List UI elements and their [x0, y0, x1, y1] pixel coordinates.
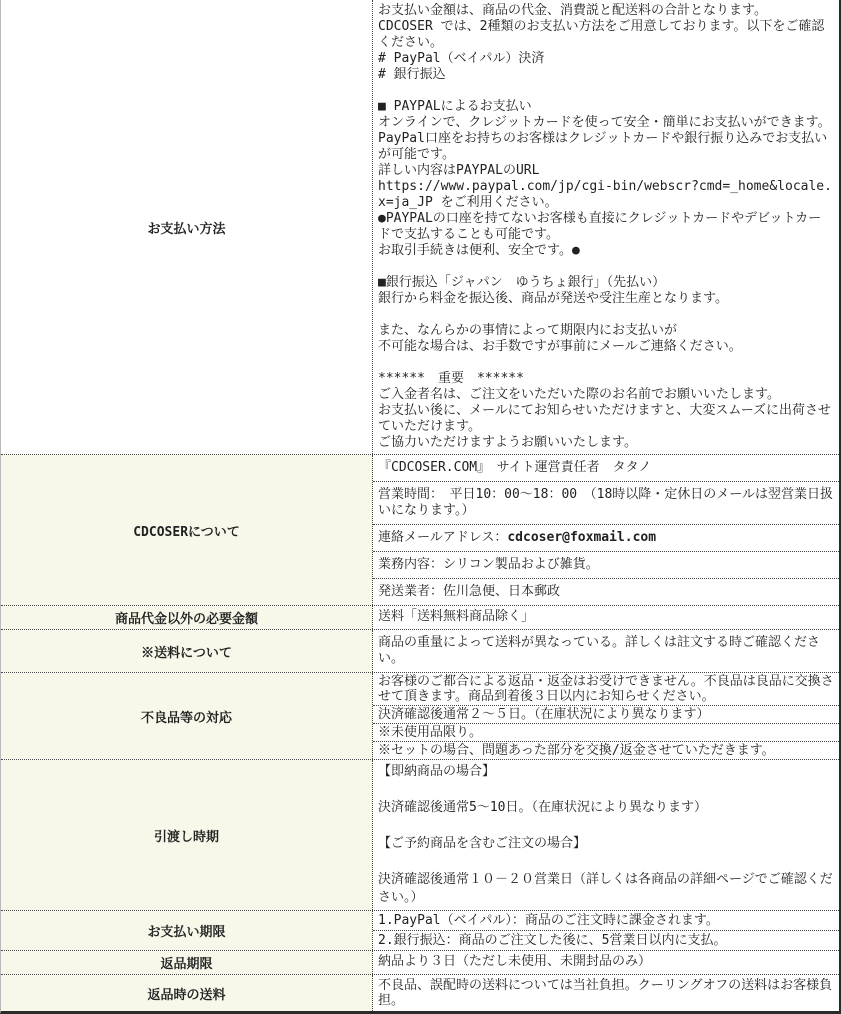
text-line: ●PAYPALの口座を持てないお客様も直接にクレジットカードやデビットカードで支払することも可能です。 [378, 211, 822, 242]
row-header-about-cdcoser: CDCOSERについて [1, 455, 373, 605]
row-return-shipping-cost [1, 974, 839, 1011]
blank-line [378, 817, 834, 835]
in-stock-heading-line: 【即納商品の場合】 [378, 764, 496, 779]
return-deadline-content [373, 951, 839, 974]
row-extra-fees [1, 605, 839, 629]
text-line: お支払い後に、メールにてお知らせいただけますと、大変スムーズに出荷させていただけます。 [378, 403, 832, 434]
text-line: ご協力いただけますようお願いいたします。 [378, 435, 637, 450]
contact-email-address: cdcoser@foxmail.com [507, 530, 657, 545]
row-defective-items [1, 672, 839, 759]
business-hours-cell: 営業時間： 平日10：00～18：00 （18時以降・定休日のメールは翌営業日扱いになります。） [373, 481, 839, 524]
row-header-payment-method: お支払い方法 [1, 0, 373, 454]
blank-line [378, 355, 834, 371]
contact-email-label: 連絡メールアドレス： [378, 530, 508, 545]
contact-email-cell [373, 524, 839, 551]
about-cdcoser-content [373, 455, 839, 605]
row-about-shipping-fee [1, 629, 839, 672]
return-shipping-cost-cell: 不良品、誤配時の送料については当社負担。クーリングオフの送料はお客様負担。 [378, 978, 833, 1008]
set-exchange-cell: ※セットの場合、問題あった部分を交換/返金させていただきます。 [373, 741, 839, 759]
defective-items-content [373, 673, 839, 759]
paypal-url-line: https://www.paypal.com/jp/cgi-bin/webscr?cmd=_home&locale.x=ja_JP をご利用ください。 [378, 179, 832, 210]
text-line: ■銀行振込「ジャパン ゆうちょ銀行」（先払い） [378, 275, 666, 290]
about-shipping-fee-content [373, 630, 839, 672]
business-description-cell: 業務内容：シリコン製品および雑貨。 [373, 551, 839, 578]
text-line: お取引手続きは便利、安全です。● [378, 243, 580, 258]
text-line: CDCOSER では、2種類のお支払い方法をご用意しております。以下をご確認ください。 [378, 19, 825, 50]
blank-line [378, 781, 834, 799]
shipping-fee-note-cell: 商品の重量によって送料が異なっている。詳しくは註文する時ご確認ください。 [378, 635, 821, 666]
text-line: また、なんらかの事情によって期限内にお支払いが [378, 323, 678, 338]
important-marker-line: ****** 重要 ****** [378, 371, 524, 386]
text-line: オンラインで、クレジットカードを使って安全・簡単にお支払いができます。 [378, 115, 831, 130]
preorder-heading-line: 【ご予約商品を含むご注文の場合】 [378, 836, 587, 851]
row-header-about-shipping-fee: ※送料について [1, 630, 373, 672]
site-operator-cell: 『CDCOSER.COM』 サイト運営責任者 タタノ [378, 460, 652, 475]
text-line: ご入金者名は、ご注文をいただいた際のお名前でお願いいたします。 [378, 387, 780, 402]
shipping-carrier-cell: 発送業者：佐川急便、日本郵政 [373, 578, 839, 605]
preorder-time-line: 決済確認後通常１０－２０営業日（詳しくは各商品の詳細ページでご確認ください。） [378, 872, 833, 905]
return-shipping-cost-content [373, 975, 839, 1011]
row-header-extra-fees: 商品代金以外の必要金額 [1, 606, 373, 629]
blank-line [378, 853, 834, 871]
shipping-fee-cell: 送料「送料無料商品除く」 [378, 609, 535, 624]
text-line: 不可能な場合は、お手数ですが事前にメールご連絡ください。 [378, 339, 742, 354]
text-line: # PayPal（ベイパル）決済 [378, 51, 545, 66]
blank-line [378, 259, 834, 275]
delivery-time-content [373, 760, 839, 910]
unused-only-cell: ※未使用品限り。 [373, 723, 839, 741]
row-about-cdcoser [1, 454, 839, 605]
row-header-return-shipping-cost: 返品時の送料 [1, 975, 373, 1011]
row-header-delivery-time: 引渡し時期 [1, 760, 373, 910]
paypal-deadline-cell: 1.PayPal（ベイパル）：商品のご注文時に課金されます。 [378, 913, 719, 928]
return-policy-cell: お客様のご都合による返品・返金はお受けできません。不良品は良品に交換させて頂きます。商品到着後３日以内にお知らせください。 [378, 674, 834, 704]
bank-deadline-cell: 2.銀行振込：商品のご注文した後に、5営業日以内に支払。 [373, 930, 839, 950]
blank-line [378, 83, 834, 99]
extra-fees-content [373, 606, 839, 629]
row-payment-deadline [1, 910, 839, 950]
row-header-payment-deadline: お支払い期限 [1, 911, 373, 950]
row-return-deadline [1, 950, 839, 974]
row-header-return-deadline: 返品期限 [1, 951, 373, 974]
return-deadline-cell: 納品より３日（ただし未使用、未開封品のみ） [378, 954, 652, 969]
text-line: ■ PAYPALによるお支払い [378, 99, 532, 114]
text-line: # 銀行振込 [378, 67, 446, 82]
row-payment-method [1, 0, 839, 454]
payment-deadline-content [373, 911, 839, 950]
row-delivery-time [1, 759, 839, 910]
payment-method-content [373, 0, 839, 454]
text-line: お支払い金額は、商品の代金、消費説と配送料の合計となります。 [378, 3, 767, 18]
blank-line [378, 307, 834, 323]
row-header-defective-items: 不良品等の対応 [1, 673, 373, 759]
text-line: 詳しい内容はPAYPALのURL [378, 163, 540, 178]
exchange-time-cell: 決済確認後通常２～５日。（在庫状況により異なります） [373, 705, 839, 723]
text-line: 銀行から料金を振込後、商品が発送や受注生産となります。 [378, 291, 728, 306]
in-stock-time-line: 決済確認後通常5～10日。（在庫状況により異なります） [378, 800, 707, 815]
text-line: PayPal口座をお持ちのお客様はクレジットカードや銀行振り込みでお支払いが可能です。 [378, 131, 828, 162]
